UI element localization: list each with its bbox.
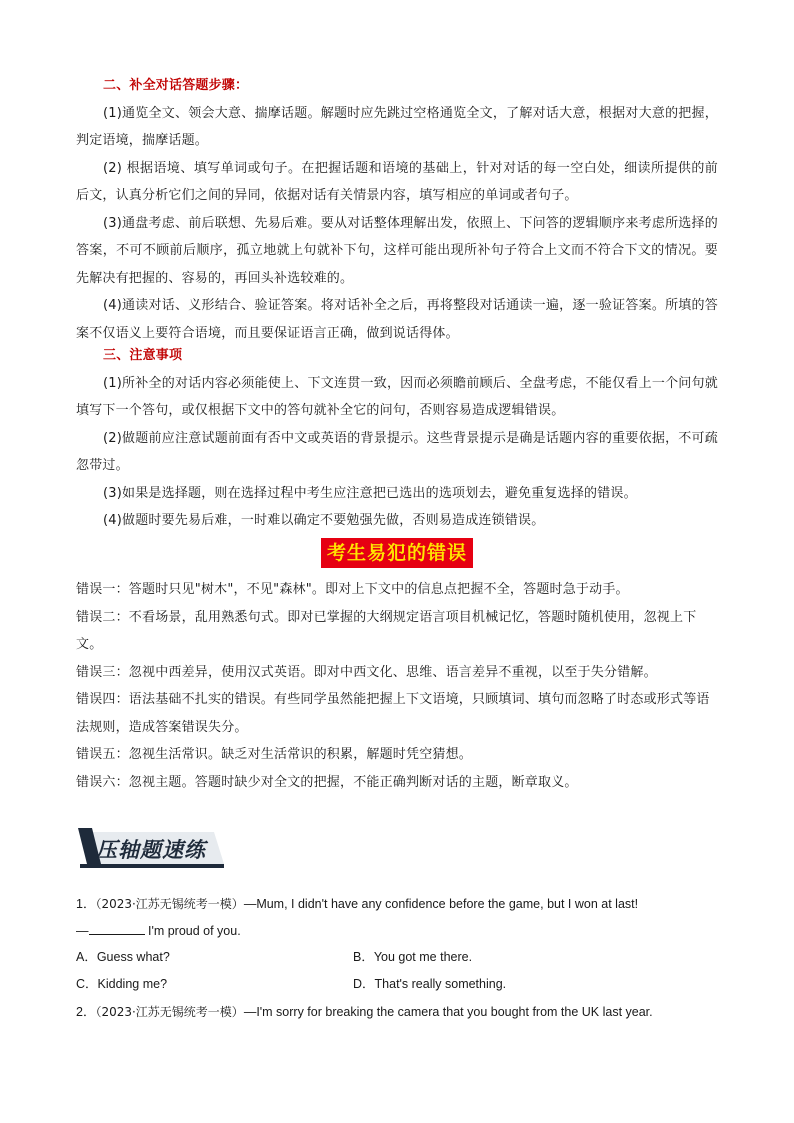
step-item-4: (4)通读对话、义形结合、验证答案。将对话补全之后，再将整段对话通读一遍，逐一验证答案。所填的答案不仅语义上要符合语境，而且要保证语言正确，做到说话得体。 [76, 298, 718, 341]
question-1-option-d[interactable]: D．That's really something. [353, 977, 507, 991]
error-item-2: 错误二：不看场景，乱用熟悉句式。即对已掌握的大纲规定语言项目机械记忆，答题时随机使用，忽视上下文。 [76, 609, 697, 652]
notes-heading: 三、注意事项 [103, 348, 183, 363]
error-item-1: 错误一：答题时只见"树木"，不见"森林"。即对上下文中的信息点把握不全，答题时急于动手。 [76, 582, 629, 597]
question-1-stem-line [76, 891, 718, 918]
common-errors-banner: 考生易犯的错误 [321, 538, 473, 568]
question-1-reply-prefix: — [76, 924, 89, 938]
question-2-stem-line [76, 999, 718, 1026]
question-2-source: （2023·江苏无锡统考一模） [95, 1005, 244, 1019]
note-item-3: (3)如果是选择题，则在选择过程中考生应注意把已选出的选项划去，避免重复选择的错误。 [103, 485, 637, 501]
steps-section [76, 72, 718, 347]
question-1-option-a[interactable]: A．Guess what? [76, 950, 170, 964]
notes-section [76, 342, 718, 535]
common-errors-banner-wrap [0, 538, 794, 568]
question-1-answer-blank[interactable] [89, 922, 145, 935]
error-item-6: 错误六：忽视主题。答题时缺少对全文的把握，不能正确判断对话的主题，断章取义。 [76, 774, 578, 790]
note-item-4: (4)做题时要先易后难，一时难以确定不要勉强先做，否则易造成连锁错误。 [103, 513, 545, 528]
step-item-3: (3)通盘考虑、前后联想、先易后难。要从对话整体理解出发，依照上、下问答的逻辑顺序来考虑所选择的答案，不可不顾前后顺序，孤立地就上句就补下句，这样可能出现所补句子符合上文而不符合下文的情况。要先解决有把握的、容易的，再回头补选较难的。 [76, 215, 718, 286]
question-2 [76, 999, 718, 1026]
question-1-reply-suffix: I'm proud of you. [144, 924, 241, 938]
error-item-5: 错误五：忽视生活常识。缺乏对生活常识的积累，解题时凭空猜想。 [76, 747, 473, 762]
steps-heading: 二、补全对话答题步骤： [103, 78, 249, 93]
error-item-3: 错误三：忽视中西差异，使用汉式英语。即对中西文化、思维、语言差异不重视，以至于失分错解。 [76, 664, 657, 680]
question-1-option-c[interactable]: C．Kidding me? [76, 977, 168, 991]
question-1-source: （2023·江苏无锡统考一模） [95, 897, 244, 911]
question-1-stem: —Mum, I didn't have any confidence before the game, but I won at last! [243, 897, 639, 911]
error-item-4: 错误四：语法基础不扎实的错误。有些同学虽然能把握上下文语境，只顾填词、填句而忽略了时态或形式等语法规则，造成答案错误失分。 [76, 692, 710, 735]
practice-section-badge [78, 828, 226, 868]
question-1-reply-line [76, 918, 718, 945]
note-item-1: (1)所补全的对话内容必须能使上、下文连贯一致，因而必须瞻前顾后、全盘考虑，不能仅看上一个问句就填写下一个答句，或仅根据下文中的答句就补全它的问句，否则容易造成逻辑错误。 [76, 375, 718, 418]
note-item-2: (2)做题前应注意试题前面有否中文或英语的背景提示。这些背景提示是确是话题内容的重要依据，不可疏忽带过。 [76, 430, 718, 473]
practice-section-title: 压轴题速练 [96, 838, 206, 862]
question-1 [76, 891, 718, 945]
step-item-1: (1)通览全文、领会大意、揣摩话题。解题时应先跳过空格通览全文，了解对话大意，根据对大意的把握，判定语境，揣摩话题。 [76, 105, 718, 148]
question-1-number: 1． [76, 897, 96, 911]
question-2-stem: —I'm sorry for breaking the camera that you bought from the UK last year. [243, 1005, 653, 1019]
question-2-number: 2． [76, 1005, 96, 1019]
step-item-2: (2) 根据语境、填写单词或句子。在把握话题和语境的基础上，针对对话的每一空白处，细读所提供的前后文，认真分析它们之间的异同，依据对话有关情景内容，填写相应的单词或者句子。 [76, 160, 718, 203]
errors-section [76, 576, 718, 796]
question-1-option-b[interactable]: B．You got me there. [353, 950, 473, 964]
